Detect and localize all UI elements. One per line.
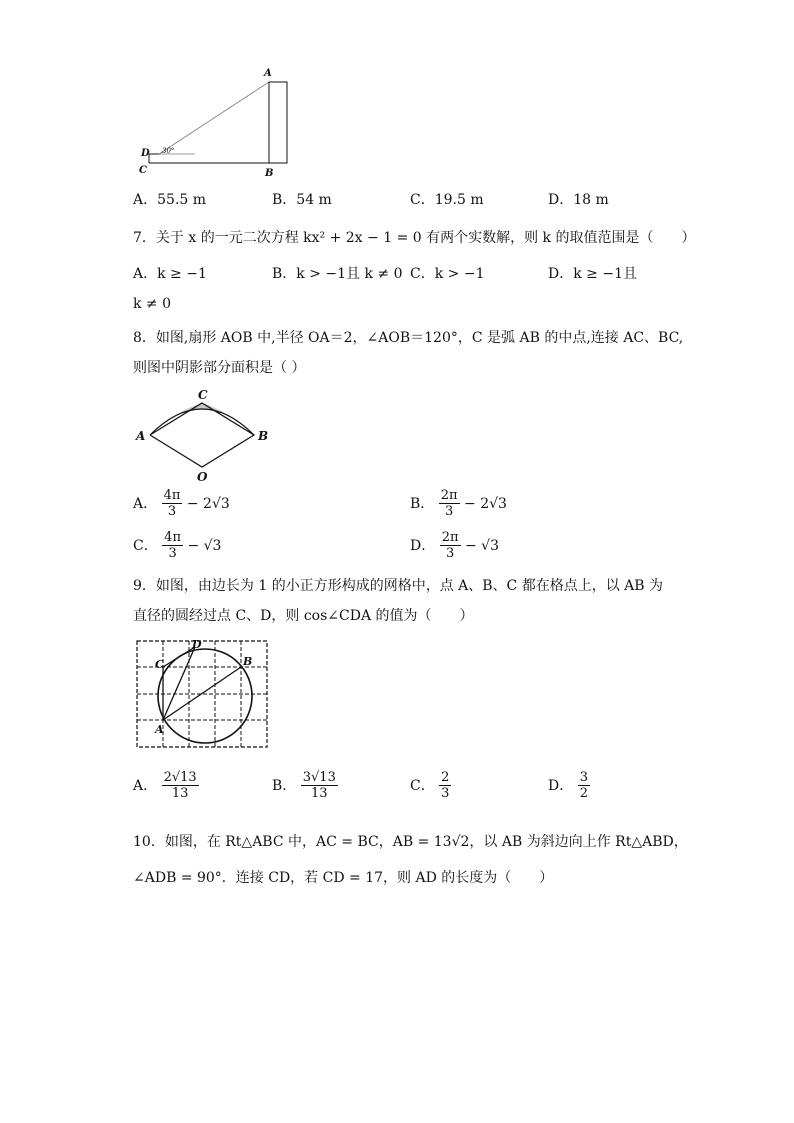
q8-label-b: B (258, 429, 269, 443)
q7-option-d-continued: k ≠ 0 (133, 296, 172, 312)
q6-label-d: D (141, 148, 150, 159)
q8-label-a: A (136, 429, 146, 443)
q6-figure (135, 60, 305, 180)
q9-label-b: B (243, 655, 253, 668)
q8-label-c: C (198, 388, 208, 402)
q6-option-b[interactable]: B．54 m (272, 192, 332, 208)
q8-stem-line2: 则图中阴影部分面积是（ ） (133, 360, 306, 376)
q10-stem-line1: 10．如图，在 Rt△ABC 中，AC = BC，AB = 13√2，以 AB 为斜边向上作 Rt△ABD， (133, 834, 688, 850)
q7-stem: 7．关于 x 的一元二次方程 kx² + 2x − 1 = 0 有两个实数解，则 k 的取值范围是（ ） (133, 230, 696, 246)
q6-label-a: A (264, 68, 272, 79)
q6-label-b: B (265, 168, 274, 179)
q7-option-d[interactable]: D．k ≥ −1且 (548, 266, 637, 282)
q9-stem-line1: 9．如图，由边长为 1 的小正方形构成的网格中，点 A、B、C 都在格点上，以 AB 为 (133, 578, 664, 594)
q6-option-a[interactable]: A．55.5 m (133, 192, 207, 208)
q8-label-o: O (197, 470, 208, 484)
q8-stem-line1: 8．如图,扇形 AOB 中,半径 OA＝2，∠AOB＝120°，C 是弧 AB 的中点,连接 AC、BC, (133, 330, 684, 346)
q6-label-c: C (139, 165, 147, 176)
q10-stem-line2: ∠ADB = 90°．连接 CD，若 CD = 17，则 AD 的长度为（ ） (133, 870, 554, 886)
q6-option-d[interactable]: D．18 m (548, 192, 609, 208)
q9-label-c: C (155, 658, 164, 671)
q9-option-d[interactable]: D． $\frac{3}{2}$ (548, 770, 588, 801)
q9-option-c[interactable]: C． $\frac{2}{3}$ (410, 770, 450, 801)
q9-option-a[interactable]: A． $\frac{2√13}{13}$ (133, 770, 197, 801)
q9-label-a: A (155, 723, 164, 736)
q8-option-b[interactable]: B． $\frac{2\pi}{3}$ − 2√3 (410, 488, 507, 519)
q8-option-a[interactable]: A． $\frac{4\pi}{3}$ − 2√3 (133, 488, 230, 519)
q6-angle-label: 30° (162, 147, 175, 155)
q8-option-c[interactable]: C． $\frac{4\pi}{3}$ − √3 (133, 530, 222, 561)
q9-stem-line2: 直径的圆经过点 C、D，则 cos∠CDA 的值为（ ） (133, 608, 474, 624)
q8-option-d[interactable]: D． $\frac{2\pi}{3}$ − √3 (410, 530, 499, 561)
q6-option-c[interactable]: C．19.5 m (410, 192, 484, 208)
q7-option-c[interactable]: C．k > −1 (410, 266, 485, 282)
q7-option-a[interactable]: A．k ≥ −1 (133, 266, 207, 282)
q9-label-d: D (192, 638, 202, 651)
q9-option-b[interactable]: B． $\frac{3√13}{13}$ (272, 770, 336, 801)
q8-figure (130, 385, 280, 485)
q7-option-b[interactable]: B．k > −1且 k ≠ 0 (272, 266, 403, 282)
q9-figure (135, 638, 275, 753)
